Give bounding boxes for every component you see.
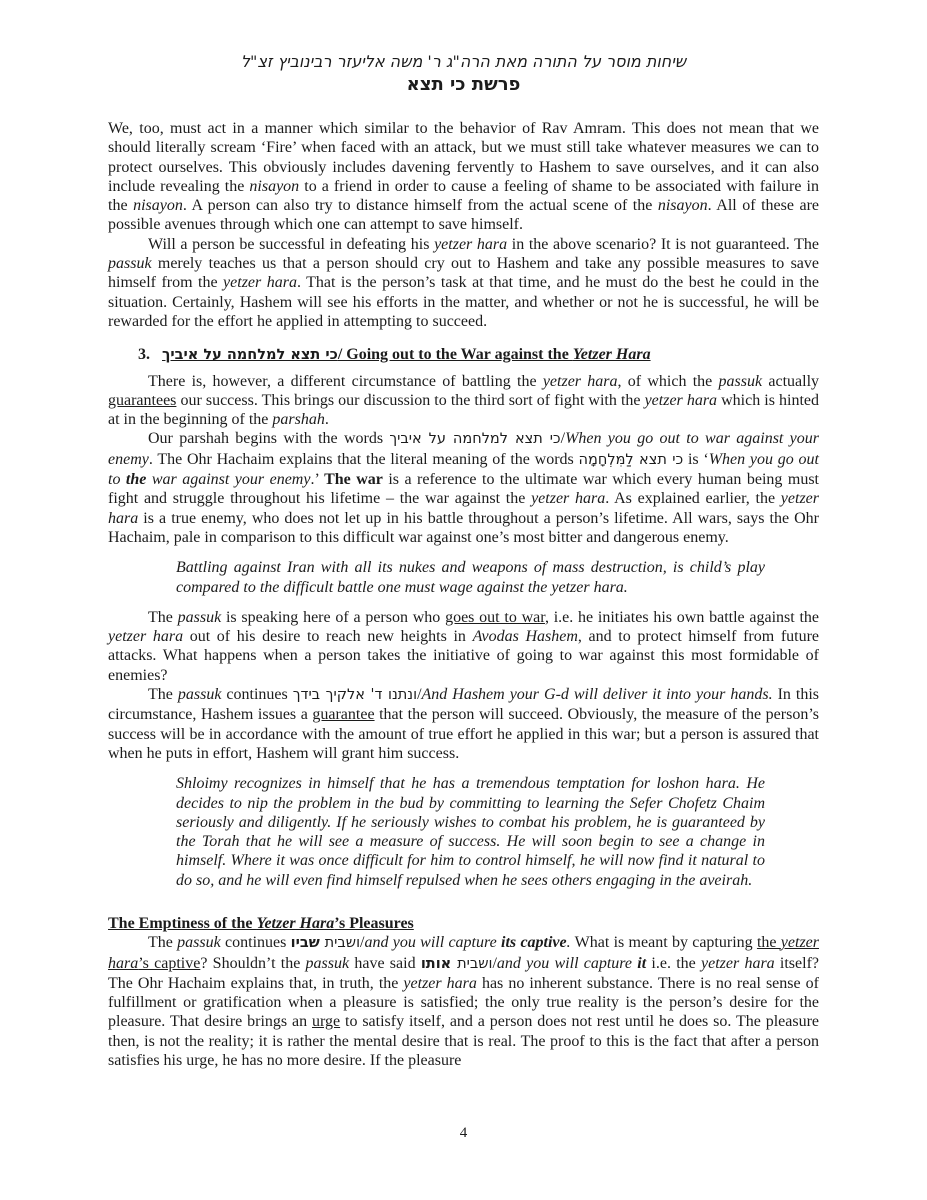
text-run: Battling against Iran with all its nukes and weapons of mass destruction, is child’s play compared to the difficult battle one must wage against the yetzer hara.	[176, 559, 765, 596]
text-run: have said	[349, 954, 421, 972]
text-run: war against your enemy	[146, 471, 311, 489]
text-run: Will a person be successful in defeating his	[148, 235, 435, 253]
text-run: Avodas Hashem	[472, 628, 578, 646]
text-run: . A person can also try to distance himself from the actual scene of the	[182, 197, 658, 215]
text-run: /	[417, 686, 422, 704]
text-run: to a friend in order to cause a feeling of shame to be associated with failure in the	[108, 177, 820, 215]
text-run: passuk	[108, 255, 152, 273]
text-run: / Going out to the War against the	[337, 346, 573, 364]
text-run: that the person will succeed. Obviously, the measure of the person’s success will be in accordance with the amount of true effort he applied in this war; but a person is assured that when he puts in effort, Hashem will grant him success.	[108, 706, 820, 762]
text-run: i.e. the	[646, 954, 701, 972]
text-run: passuk	[305, 954, 350, 972]
text-run: , of which the	[617, 372, 719, 390]
text-run: There is, however, a different circumstance of battling the	[148, 372, 543, 390]
text-run: ושבית	[451, 955, 493, 972]
text-run: passuk	[177, 608, 222, 626]
section-heading	[108, 914, 819, 933]
text-run: ? Shouldn’t the	[200, 954, 306, 972]
text-run: guarantees	[108, 391, 177, 409]
text-run: . The Ohr Hachaim explains that the literal meaning of the words	[148, 450, 579, 468]
text-run: yetzer hara	[403, 974, 477, 992]
text-run: nisayon	[249, 177, 300, 195]
text-run: . All of these are possible avenues through which one can attempt to save himself.	[108, 197, 819, 234]
block-quote	[176, 774, 765, 890]
text-run: /	[492, 954, 497, 972]
page-number: 4	[459, 1125, 468, 1141]
body-paragraph	[108, 235, 819, 331]
text-run: its captive	[501, 934, 567, 952]
text-run: actually	[762, 372, 820, 390]
text-run: to satisfy itself, and a person does not rest until he does so. The pleasure then, is not the reality; it is rather the mental desire that is real. The proof to this is the fact that after a person satisfies his urge, he has no more desire. If the pleasure	[108, 1013, 820, 1070]
text-run: the	[125, 471, 147, 489]
text-run: When you go out to	[108, 450, 819, 489]
text-run: continues	[221, 686, 293, 704]
text-run: is a true enemy, who does not let up in his battle throughout a person’s lifetime. All wars, says the Ohr Hachaim, pale in comparison to this difficult war against one’s most bitter and dangerous enemy.	[108, 509, 819, 546]
text-run: ’s Pleasures	[334, 914, 414, 932]
text-run: passuk	[177, 686, 222, 704]
text-run: .	[324, 411, 329, 429]
text-run: ושבית	[319, 935, 361, 952]
text-run: The	[148, 608, 178, 626]
text-run: .	[566, 934, 571, 952]
text-run: .’	[310, 471, 325, 489]
text-run: itself? The Ohr Hachaim explains that, in truth, the	[108, 954, 820, 992]
text-run: The	[148, 934, 178, 952]
text-run: And Hashem your G-d will deliver it into your hands.	[421, 686, 773, 704]
text-run: ’s captive	[138, 954, 201, 972]
text-run: passuk	[718, 372, 763, 390]
text-run: yetzer hara	[644, 391, 718, 409]
text-run: yetzer hara	[542, 372, 618, 390]
document-body	[108, 119, 819, 1070]
text-run: /	[360, 934, 365, 952]
document-title-hebrew: שיחות מוסר על התורה מאת הרה"ג ר' משה אליעזר רבינוביץ זצ"ל	[240, 52, 687, 71]
text-run: yetzer hara	[531, 490, 606, 508]
text-run: , and to protect himself from future attacks. What happens when a person takes the initiative of going to war against this most formidable of enemies?	[108, 628, 820, 684]
text-run: The	[148, 686, 178, 704]
text-run: אותו	[420, 954, 452, 972]
text-run: nisayon	[657, 197, 708, 215]
text-run: Yetzer Hara	[256, 914, 335, 932]
text-run: urge	[312, 1013, 341, 1031]
text-run: yetzer hara	[434, 235, 508, 253]
body-paragraph	[108, 608, 819, 685]
body-paragraph	[108, 372, 819, 430]
text-run: nisayon	[133, 197, 183, 215]
text-run: . As explained earlier, the	[605, 490, 781, 508]
text-run: We, too, must act in a manner which similar to the behavior of Rav Amram. This does not mean that we should literally scream ‘Fire’ when faced with an attack, but we must still take whatever measures we can to protect ourselves. This obviously includes davening fervently to Hashem to save ourselves, and it can also include revealing the	[108, 120, 819, 195]
text-run: it	[637, 954, 647, 972]
text-run: and you will capture	[496, 954, 638, 972]
text-run: ונתנו ד' אלקיך בידך	[292, 687, 418, 704]
text-run: Shloimy recognizes in himself that he has a tremendous temptation for loshon hara. He decides to nip the problem in the bud by committing to learning the Sefer Chofetz Chaim seriously and diligently. If he seriously wishes to combat his problem, he is guaranteed by the Torah that he will see a measure of success. He will soon begin to see a change in himself. Where it was once difficult for him to control himself, he will now find it natural to do so, and he will even find himself repulsed when he sees others engaging in the aveirah.	[176, 775, 765, 889]
text-run: continues	[220, 934, 291, 952]
text-run: כי תצא למלחמה על איביך	[389, 431, 561, 448]
body-paragraph	[108, 119, 819, 235]
text-run: The war	[324, 471, 383, 489]
document-content	[108, 52, 819, 1070]
text-run: in the above scenario? It is not guaranteed. The	[507, 235, 819, 253]
body-paragraph	[108, 933, 819, 1070]
text-run: What is meant by capturing	[570, 934, 757, 952]
section-number: 3.	[138, 346, 150, 364]
text-run: is speaking here of a person who	[221, 608, 446, 626]
text-run: שביו	[290, 934, 320, 952]
text-run: yetzer hara	[108, 490, 819, 527]
numbered-section-heading	[138, 345, 819, 364]
text-run: yetzer hara	[108, 934, 819, 972]
text-run: When you go out to war against your enemy	[108, 430, 820, 468]
text-run: yetzer hara	[108, 628, 184, 646]
block-quote	[176, 558, 765, 597]
text-run: Yetzer Hara	[572, 346, 651, 364]
text-run: parshah	[272, 411, 325, 429]
parsha-title-hebrew: פרשת כי תצא	[406, 74, 521, 95]
text-run: The Emptiness of the	[108, 914, 257, 932]
text-run: out of his desire to reach new heights in	[183, 628, 473, 646]
text-run: merely teaches us that a person should cry out to Hashem and take any possible measures to save himself from the	[108, 255, 819, 292]
text-run: passuk	[177, 934, 221, 952]
text-run: our success. This brings our discussion to the third sort of fight with the	[176, 391, 645, 409]
text-run: כי תצא למלחמה על איביך	[162, 346, 338, 364]
body-paragraph	[108, 429, 819, 547]
text-run: , i.e. he initiates his own battle against the	[544, 608, 820, 626]
text-run: goes out to war	[445, 608, 545, 626]
text-run: Our parshah begins with the words	[148, 430, 390, 448]
text-run: has no inherent substance. There is no real sense of fulfillment or gratification when a pleasure is satisfied; the only true reality is the person’s desire for the pleasure. That desire brings an	[108, 974, 819, 1031]
text-run: /	[560, 430, 566, 448]
text-run: yetzer hara	[701, 954, 775, 972]
body-paragraph	[108, 685, 819, 763]
text-run: the	[756, 934, 781, 952]
text-run: is ‘	[683, 450, 709, 468]
text-run: guarantee	[312, 706, 375, 724]
text-run: . That is the person’s task at that time, and he must do the best he could in the situation. Certainly, Hashem will see his efforts in the matter, and whether or not he is successful, he will be rewarded for the effort he applied in attempting to succeed.	[108, 274, 819, 330]
text-run: is a reference to the ultimate war which every human being must fight and struggle throughout his lifetime – the war against the	[108, 471, 819, 508]
text-run: In this circumstance, Hashem issues a	[108, 686, 820, 724]
text-run: which is hinted at in the beginning of the	[108, 391, 820, 429]
text-run: and you will capture	[364, 934, 502, 952]
text-run: yetzer hara	[223, 274, 297, 292]
text-run: כי תצא לַמִּלְחָמָה	[578, 451, 684, 468]
